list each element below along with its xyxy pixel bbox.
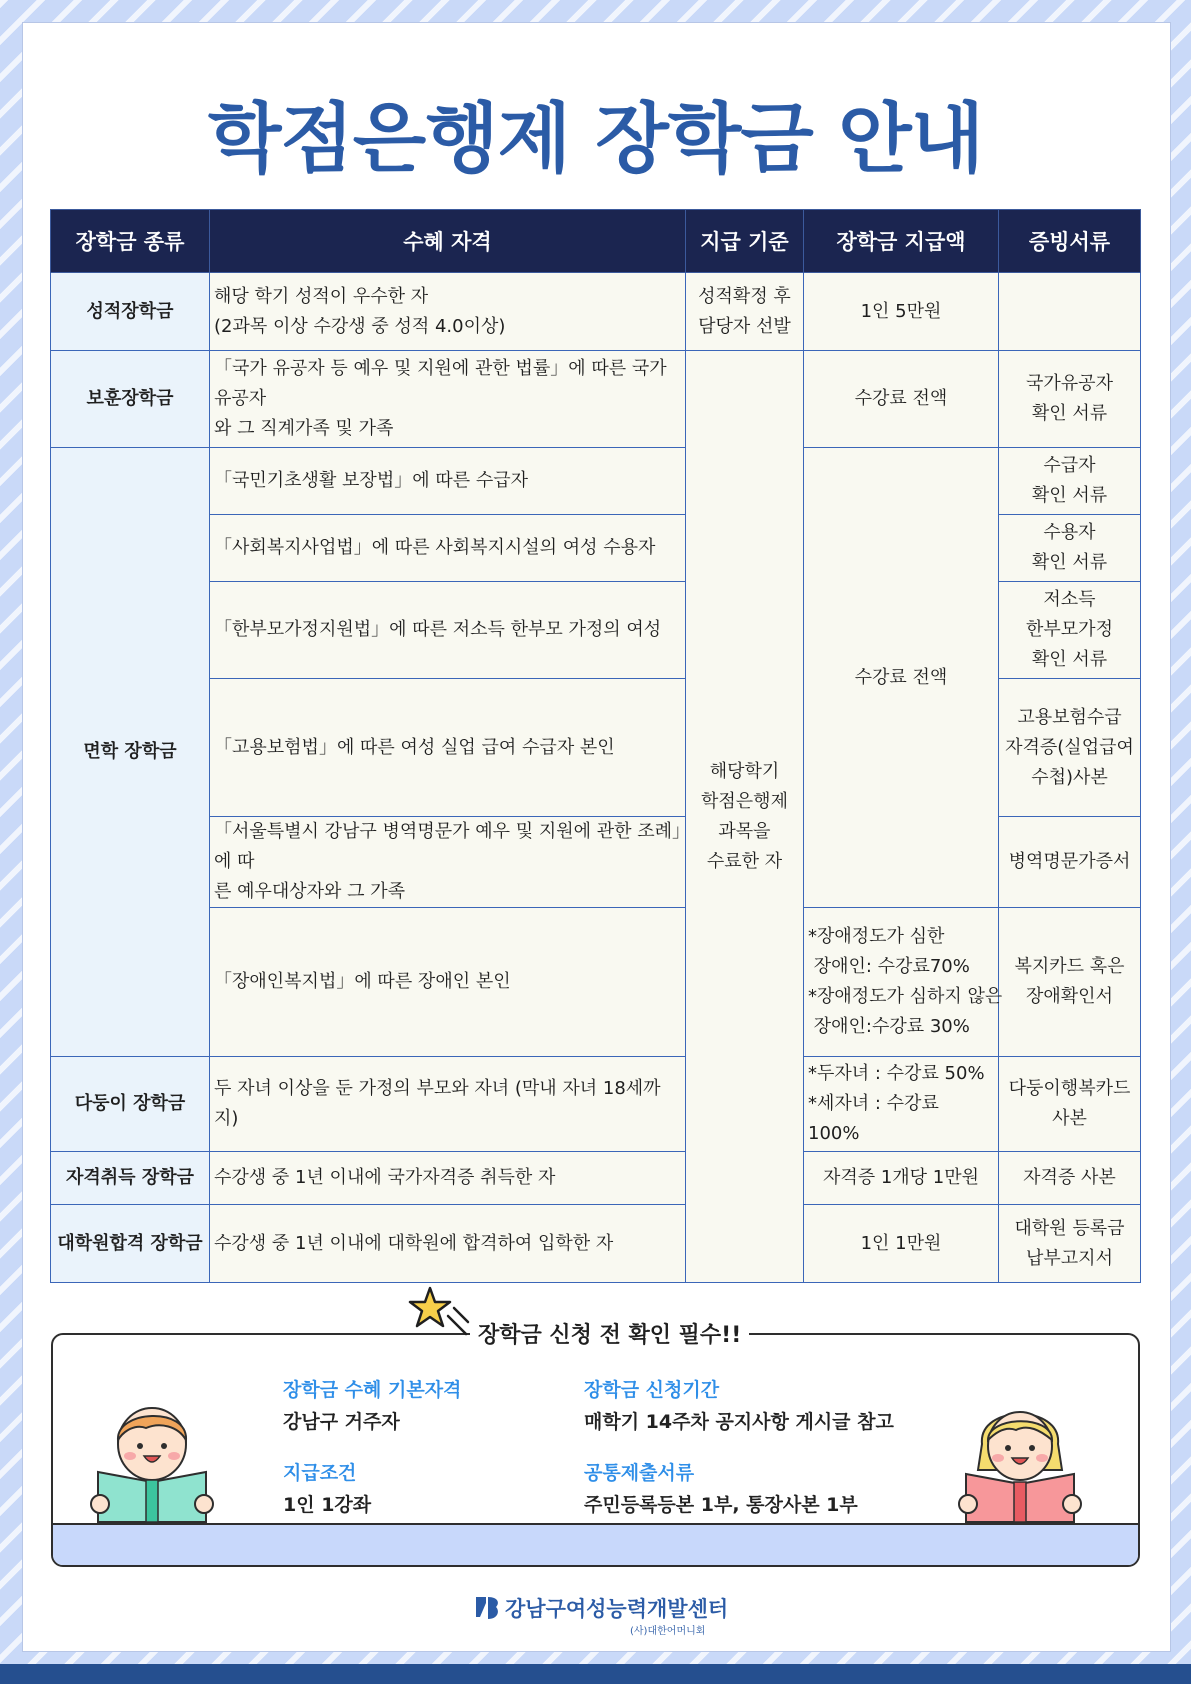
type-cell: 자격취득 장학금 [51, 1152, 210, 1205]
document-line: 다둥이행복카드 [1008, 1078, 1131, 1099]
qualification-cell: 「한부모가정지원법」에 따른 저소득 한부모 가정의 여성 [210, 582, 686, 679]
amount-cell: 자격증 1개당 1만원 [804, 1152, 999, 1205]
qualification-line: 「국가 유공자 등 예우 및 지원에 관한 법률」에 따른 국가유공자 [214, 358, 667, 409]
amount-cell: 1인 5만원 [804, 273, 999, 351]
amount-line: 장애인:수강료 30% [808, 1016, 970, 1037]
scholarship-table [50, 209, 1141, 1283]
eligibility-value: 강남구 거주자 [283, 1411, 400, 1433]
document-line: 저소득 [1043, 589, 1096, 610]
document-line: 복지카드 혹은 [1014, 956, 1125, 977]
common-documents-label: 공통제출서류 [584, 1462, 695, 1484]
amount-line: *장애정도가 심하지 않은 [808, 986, 1003, 1007]
criteria-cell [686, 273, 804, 351]
documents-cell [999, 582, 1141, 679]
qualification-line: 「서울특별시 강남구 병역명문가 예우 및 지원에 관한 조례」에 따 [214, 821, 681, 872]
table-row [51, 351, 1141, 448]
eligibility-label: 장학금 수혜 기본자격 [283, 1379, 462, 1401]
qualification-line: 른 예우대상자와 그 가족 [214, 881, 406, 902]
table-row [51, 448, 1141, 515]
document-line: 한부모가정 [1026, 619, 1113, 640]
document-line: 국가유공자 [1026, 373, 1113, 394]
boy-reading-icon [90, 1400, 216, 1524]
document-line: 자격증(실업급여 [1005, 736, 1134, 758]
criteria-line: 해당학기 [709, 760, 780, 782]
type-cell: 다둥이 장학금 [51, 1057, 210, 1152]
criteria-line: 수료한 자 [706, 850, 783, 872]
table-row [51, 1205, 1141, 1283]
notice-floor [53, 1523, 1138, 1565]
document-line: 확인 서류 [1031, 485, 1108, 506]
documents-cell [999, 351, 1141, 448]
table-row [51, 273, 1141, 351]
criteria-line: 과목을 [718, 820, 771, 842]
amount-line: 장애인: 수강료70% [808, 956, 970, 977]
type-cell: 면학 장학금 [51, 448, 210, 1057]
documents-cell [999, 908, 1141, 1057]
document-line: 확인 서류 [1031, 649, 1108, 670]
criteria-line: 학점은행제 [701, 790, 788, 812]
center-logo-icon [474, 1593, 502, 1621]
documents-cell [999, 515, 1141, 582]
type-cell: 대학원합격 장학금 [51, 1205, 210, 1283]
amount-line: *두자녀 : 수강료 50% [808, 1063, 985, 1084]
organization-name: 강남구여성능력개발센터 [505, 1597, 729, 1621]
document-line: 확인 서류 [1031, 552, 1108, 573]
payment-condition-value: 1인 1강좌 [283, 1494, 372, 1516]
header-criteria: 지급 기준 [686, 210, 804, 273]
criteria-line: 담당자 선발 [698, 315, 791, 337]
document-line: 대학원 등록금 [1014, 1217, 1125, 1239]
table-row [51, 1057, 1141, 1152]
qualification-line: 해당 학기 성적이 우수한 자 [214, 285, 429, 307]
amount-line: *세자녀 : 수강료 100% [808, 1093, 939, 1144]
bottom-band [0, 1664, 1191, 1684]
header-type: 장학금 종류 [51, 210, 210, 273]
documents-cell: 자격증 사본 [999, 1152, 1141, 1205]
document-line: 확인 서류 [1031, 403, 1108, 424]
qualification-cell: 두 자녀 이상을 둔 가정의 부모와 자녀 (막내 자녀 18세까지) [210, 1057, 686, 1152]
payment-condition-label: 지급조건 [283, 1462, 357, 1484]
qualification-cell [210, 817, 686, 908]
page-title: 학점은행제 장학금 안내 [207, 94, 984, 183]
amount-cell [804, 1057, 999, 1152]
document-line: 수용자 [1043, 522, 1096, 543]
amount-cell: 수강료 전액 [804, 351, 999, 448]
table-header-row [51, 210, 1141, 273]
type-cell: 보훈장학금 [51, 351, 210, 448]
amount-cell: 수강료 전액 [804, 448, 999, 908]
qualification-line: 와 그 직계가족 및 가족 [214, 418, 394, 439]
shared-criteria-cell [686, 351, 804, 1283]
common-documents-value: 주민등록등본 1부, 통장사본 1부 [584, 1494, 858, 1516]
qualification-cell: 수강생 중 1년 이내에 국가자격증 취득한 자 [210, 1152, 686, 1205]
document-line: 납부고지서 [1026, 1247, 1113, 1269]
document-line: 장애확인서 [1026, 986, 1113, 1007]
documents-cell: 병역명문가증서 [999, 817, 1141, 908]
amount-cell [804, 908, 1003, 1057]
document-line: 고용보험수급 [1017, 706, 1122, 728]
application-period-label: 장학금 신청기간 [584, 1379, 720, 1401]
document-line: 사본 [1052, 1108, 1087, 1129]
qualification-cell [210, 351, 686, 448]
document-line: 수첩)사본 [1031, 766, 1108, 788]
criteria-line: 성적확정 후 [698, 285, 791, 307]
document-line: 수급자 [1043, 455, 1096, 476]
notice-heading: 장학금 신청 전 확인 필수!! [470, 1318, 749, 1349]
qualification-cell: 「국민기초생활 보장법」에 따른 수급자 [210, 448, 686, 515]
header-qualification: 수혜 자격 [210, 210, 686, 273]
documents-cell [999, 1205, 1141, 1283]
qualification-cell: 「장애인복지법」에 따른 장애인 본인 [210, 908, 686, 1057]
qualification-cell: 「고용보험법」에 따른 여성 실업 급여 수급자 본인 [210, 679, 686, 817]
qualification-cell: 「사회복지사업법」에 따른 사회복지시설의 여성 수용자 [210, 515, 686, 582]
documents-cell [999, 448, 1141, 515]
table-row [51, 1152, 1141, 1205]
documents-cell [999, 679, 1141, 817]
header-documents: 증빙서류 [999, 210, 1141, 273]
documents-cell [999, 1057, 1141, 1152]
amount-cell: 1인 1만원 [804, 1205, 999, 1283]
type-cell: 성적장학금 [51, 273, 210, 351]
star-icon [408, 1284, 472, 1342]
girl-reading-icon [958, 1400, 1084, 1524]
qualification-line: (2과목 이상 수강생 중 성적 4.0이상) [214, 315, 506, 337]
amount-line: *장애정도가 심한 [808, 926, 945, 947]
qualification-cell: 수강생 중 1년 이내에 대학원에 합격하여 입학한 자 [210, 1205, 686, 1283]
organization-sub: (사)대한어머니회 [630, 1626, 706, 1637]
application-period-value: 매학기 14주차 공지사항 게시글 참고 [584, 1411, 894, 1433]
table-row [51, 908, 1141, 1057]
qualification-cell [210, 273, 686, 351]
documents-cell [999, 273, 1141, 351]
header-amount: 장학금 지급액 [804, 210, 999, 273]
